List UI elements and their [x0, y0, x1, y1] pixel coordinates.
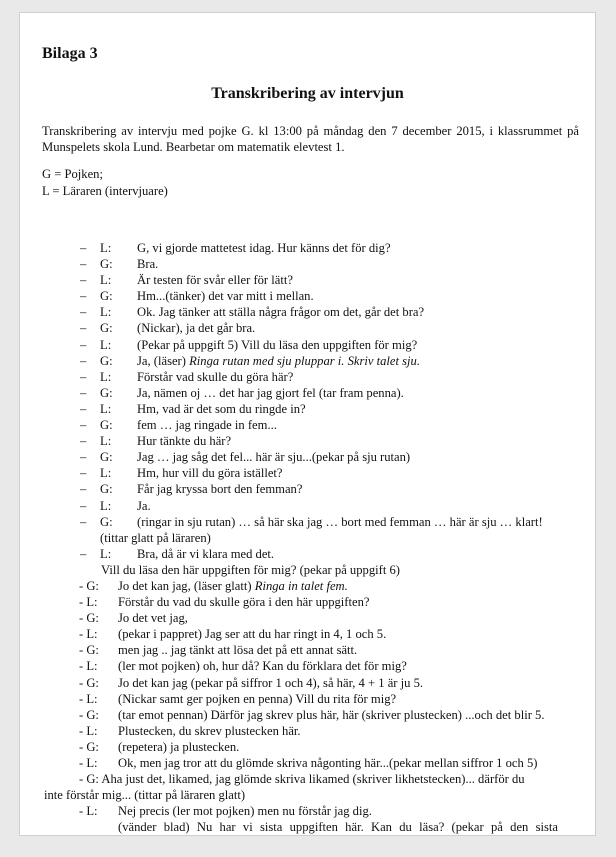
quoted-reading: Ringa in talet fem.	[254, 578, 348, 593]
speaker-label: - L:	[79, 595, 98, 610]
bullet-dash: –	[80, 321, 87, 336]
transcript-line	[20, 337, 596, 353]
utterance-text: Jag … jag såg det fel... här är sju...(pekar på sju rutan)	[137, 450, 411, 465]
speaker-label: G:	[100, 257, 113, 272]
utterance-text: Ok, men jag tror att du glömde skriva någonting här...(pekar mellan siffror 1 och 5)	[118, 756, 538, 770]
speaker-label: G:	[100, 289, 113, 304]
utterance-text: Nej precis (ler mot pojken) men nu förstår jag dig.	[118, 804, 372, 819]
speaker-label: - L:	[79, 804, 98, 819]
speaker-label: L:	[100, 369, 112, 384]
transcript-line	[20, 304, 596, 320]
transcript-line	[20, 481, 596, 497]
intro-paragraph: Transkribering av intervju med pojke G. kl 13:00 på måndag den 7 december 2015, i klassrummet på Munspelets skola Lund. Bearbetar om matematik elevtest 1.	[42, 124, 579, 154]
transcript-line	[20, 288, 596, 304]
speaker-label: L:	[100, 305, 112, 320]
transcript-line	[20, 272, 596, 288]
utterance-continuation: (tittar glatt på läraren)	[100, 530, 211, 545]
bullet-dash: –	[80, 482, 87, 497]
transcript-line	[20, 465, 596, 481]
speaker-label: L:	[100, 434, 112, 449]
quoted-reading: Ringa rutan med sju pluppar i. Skriv talet sju.	[189, 353, 420, 368]
utterance-text: Jo det kan jag (pekar på siffror 1 och 4), så här, 4 + 1 är ju 5.	[118, 675, 424, 690]
bullet-dash: –	[80, 385, 87, 400]
speaker-label: G:	[100, 418, 113, 433]
transcript	[20, 240, 596, 835]
transcript-line	[20, 675, 596, 691]
transcript-line	[20, 353, 596, 369]
bullet-dash: –	[80, 369, 87, 384]
transcript-line	[20, 819, 596, 835]
bullet-dash: –	[80, 305, 87, 320]
utterance-text: Får jag kryssa bort den femman?	[137, 482, 303, 497]
utterance-text: Bra, då är vi klara med det.	[137, 546, 275, 561]
bullet-dash: –	[80, 401, 87, 416]
bullet-dash: –	[80, 241, 87, 255]
speaker-label: G:	[100, 514, 113, 529]
speaker-label: - L:	[79, 627, 98, 642]
transcript-line	[20, 578, 596, 594]
utterance-text: (pekar i pappret) Jag ser att du har ringt in 4, 1 och 5.	[118, 627, 387, 642]
utterance-text: Hm, vad är det som du ringde in?	[137, 401, 306, 416]
speaker-label: - G:	[79, 578, 99, 593]
transcript-line	[20, 642, 596, 658]
speaker-label: L:	[100, 273, 112, 288]
transcript-line	[20, 803, 596, 819]
speaker-label: G:	[100, 450, 113, 465]
speaker-legend	[42, 166, 168, 200]
utterance-text: (vänder blad) Nu har vi sista uppgiften här. Kan du läsa? (pekar på den sista	[118, 820, 558, 835]
utterance-text: - G: Aha just det, likamed, jag glömde skriva likamed (skriver likhetstecken)... därför du	[79, 772, 525, 787]
transcript-line	[20, 417, 596, 433]
bullet-dash: –	[80, 450, 87, 465]
speaker-label: L:	[100, 401, 112, 416]
utterance-text: G, vi gjorde mattetest idag. Hur känns det för dig?	[137, 241, 391, 255]
transcript-line	[20, 433, 596, 449]
utterance-text: Jo det vet jag,	[118, 611, 188, 626]
bullet-dash: –	[80, 546, 87, 561]
transcript-line	[20, 626, 596, 642]
transcript-line	[20, 256, 596, 272]
transcript-line	[20, 739, 596, 755]
utterance-text: Hm...(tänker) det var mitt i mellan.	[137, 289, 314, 304]
utterance-text: (tar emot pennan) Därför jag skrev plus här, här (skriver plustecken) ...och det blir 5.	[118, 707, 545, 722]
utterance-text: Vill du läsa den här uppgiften för mig? (pekar på uppgift 6)	[101, 562, 400, 577]
utterance-text: men jag .. jag tänkt att lösa det på ett annat sätt.	[118, 643, 358, 658]
transcript-line	[20, 658, 596, 674]
transcript-line	[20, 691, 596, 707]
speaker-label: - G:	[79, 611, 99, 626]
bullet-dash: –	[80, 434, 87, 449]
appendix-heading: Bilaga 3	[42, 45, 98, 62]
transcript-line	[20, 498, 596, 514]
transcript-line	[20, 401, 596, 417]
bullet-dash: –	[80, 337, 87, 352]
speaker-label: L:	[100, 546, 112, 561]
utterance-text: (Nickar samt ger pojken en penna) Vill du rita för mig?	[118, 691, 397, 706]
speaker-label: G:	[100, 385, 113, 400]
speaker-label: G:	[100, 482, 113, 497]
speaker-label: - L:	[79, 659, 98, 674]
speaker-label: - G:	[79, 643, 99, 658]
transcript-line	[20, 320, 596, 336]
utterance-text: fem … jag ringade in fem...	[137, 418, 277, 433]
bullet-dash: –	[80, 257, 87, 272]
transcript-line	[20, 610, 596, 626]
utterance-text: Jo det kan jag, (läser glatt) Ringa in talet fem.	[118, 578, 348, 593]
utterance-text: Ja, nämen oj … det har jag gjort fel (tar fram penna).	[137, 385, 404, 400]
transcript-line	[20, 369, 596, 385]
utterance-text: Förstår vad skulle du göra här?	[137, 369, 294, 384]
utterance-text: Hm, hur vill du göra istället?	[137, 466, 283, 481]
transcript-line	[20, 562, 596, 578]
utterance-text: Förstår du vad du skulle göra i den här uppgiften?	[118, 595, 370, 610]
utterance-text: Hur tänkte du här?	[137, 434, 232, 449]
transcript-line	[20, 385, 596, 401]
speaker-label: L:	[100, 498, 112, 513]
utterance-text: Ok. Jag tänker att ställa några frågor om det, går det bra?	[137, 305, 425, 320]
speaker-label: - L:	[79, 756, 98, 770]
transcript-line	[20, 707, 596, 723]
speaker-label: - G:	[79, 675, 99, 690]
utterance-text: (ringar in sju rutan) … så här ska jag … bort med femman … här är sju … klart!	[137, 514, 543, 529]
speaker-label: L:	[100, 466, 112, 481]
speaker-label: G:	[100, 321, 113, 336]
legend-line: L = Läraren (intervjuare)	[42, 184, 168, 198]
speaker-label: G:	[100, 353, 113, 368]
bullet-dash: –	[80, 353, 87, 368]
transcript-line	[20, 449, 596, 465]
legend-line: G = Pojken;	[42, 167, 103, 181]
utterance-text: (repetera) ja plustecken.	[118, 739, 240, 754]
bullet-dash: –	[80, 418, 87, 433]
transcript-line	[20, 723, 596, 739]
utterance-text: (Pekar på uppgift 5) Vill du läsa den uppgiften för mig?	[137, 337, 418, 352]
utterance-text: Är testen för svår eller för lätt?	[137, 273, 293, 288]
utterance-text: Ja, (läser) Ringa rutan med sju pluppar i. Skriv talet sju.	[137, 353, 420, 368]
transcript-line	[20, 755, 596, 771]
speaker-label: - L:	[79, 723, 98, 738]
speaker-label: - G:	[79, 739, 99, 754]
speaker-label: - L:	[79, 691, 98, 706]
utterance-text: Ja.	[137, 498, 151, 513]
transcript-line	[20, 546, 596, 562]
document-page	[19, 12, 596, 836]
transcript-line	[20, 514, 596, 546]
transcript-line	[20, 594, 596, 610]
speaker-label: L:	[100, 241, 112, 255]
transcript-line	[20, 240, 596, 256]
bullet-dash: –	[80, 514, 87, 529]
utterance-continuation: inte förstår mig... (tittar på läraren glatt)	[44, 788, 246, 803]
utterance-text: Plustecken, du skrev plustecken här.	[118, 723, 301, 738]
bullet-dash: –	[80, 466, 87, 481]
utterance-text: (ler mot pojken) oh, hur då? Kan du förklara det för mig?	[118, 659, 407, 674]
speaker-label: L:	[100, 337, 112, 352]
utterance-text: (Nickar), ja det går bra.	[137, 321, 256, 336]
speaker-label: - G:	[79, 707, 99, 722]
bullet-dash: –	[80, 273, 87, 288]
transcript-line	[20, 771, 596, 803]
bullet-dash: –	[80, 498, 87, 513]
utterance-text: Bra.	[137, 257, 159, 272]
bullet-dash: –	[80, 289, 87, 304]
document-title: Transkribering av intervjun	[211, 85, 404, 102]
